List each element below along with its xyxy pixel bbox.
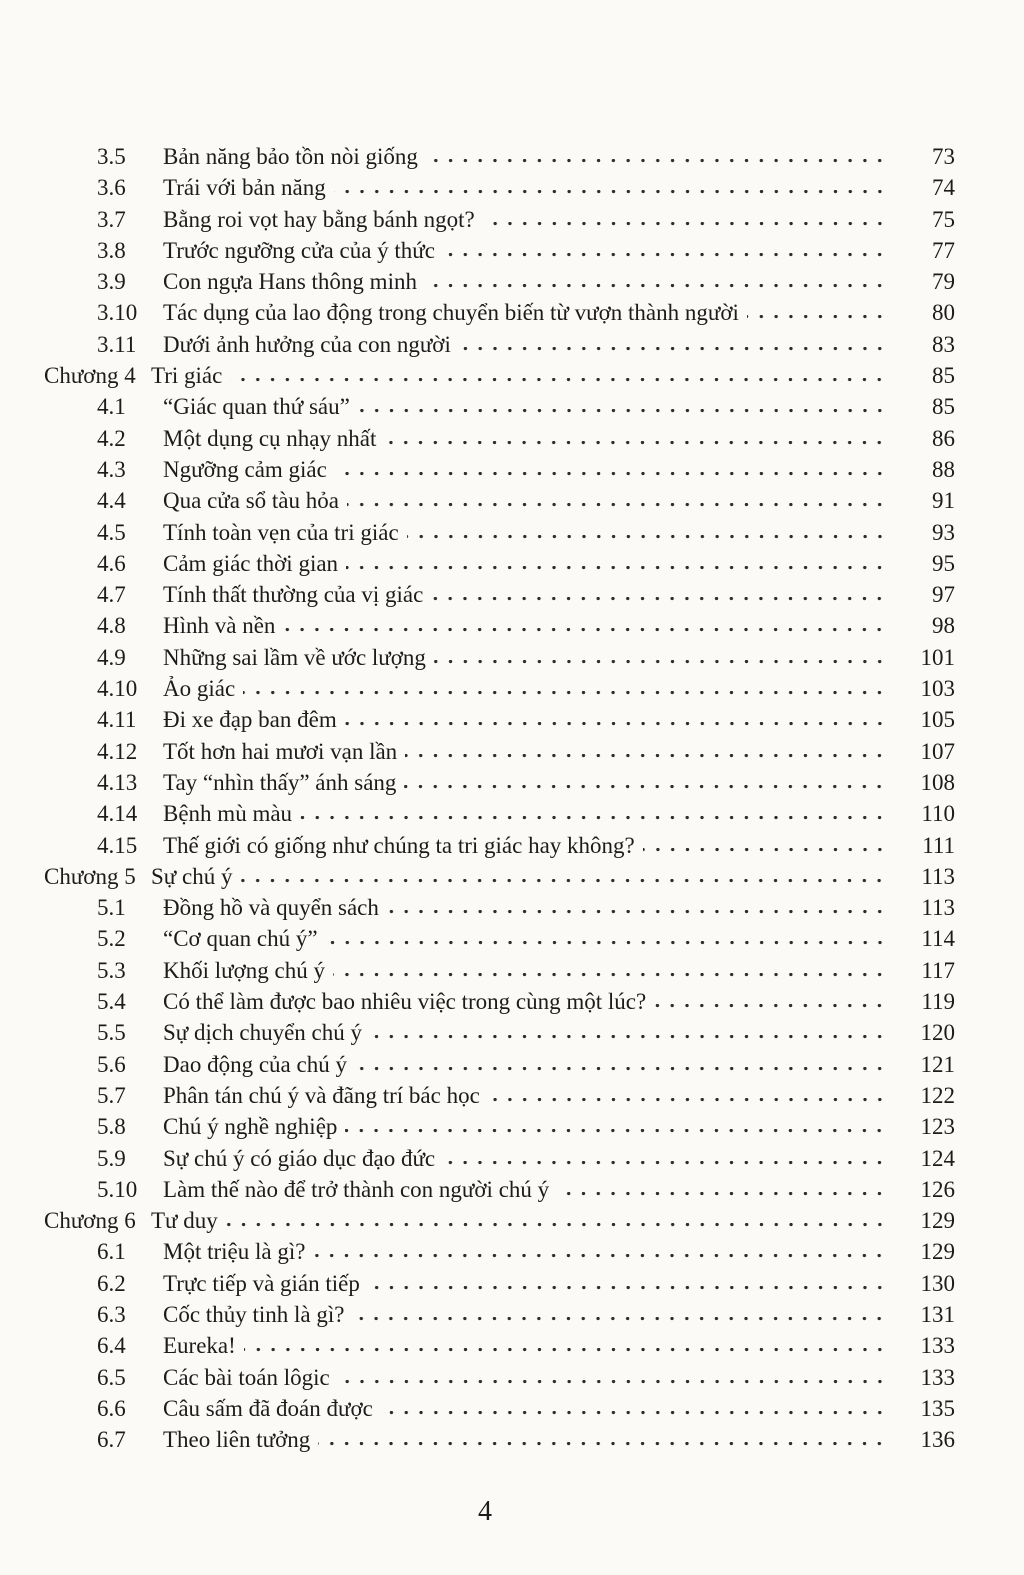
entry-page: 131 (920, 1301, 955, 1327)
entry-page: 98 (932, 613, 955, 639)
toc-section-row (44, 204, 955, 235)
toc-section-row (44, 1143, 955, 1174)
entry-page: 122 (920, 1082, 955, 1108)
entry-page: 95 (932, 550, 955, 576)
toc-section-row (44, 235, 955, 266)
entry-number: 5.10 (97, 1176, 138, 1202)
entry-title: Tính thất thường của vị giác (163, 582, 424, 608)
entry-title: Tư duy (151, 1208, 218, 1234)
entry-title: Khối lượng chú ý (163, 957, 325, 983)
entry-page: 97 (932, 582, 955, 608)
entry-title: Theo liên tưởng (163, 1427, 311, 1453)
entry-title: Sự chú ý có giáo dục đạo đức (163, 1145, 436, 1171)
entry-page: 119 (921, 989, 955, 1015)
dot-leader (434, 660, 891, 665)
entry-number: Chương 6 (44, 1208, 136, 1234)
entry-title: Các bài toán lôgic (163, 1364, 330, 1390)
dot-leader (243, 691, 891, 696)
entry-number: 5.3 (97, 957, 126, 983)
entry-number: 6.4 (97, 1333, 126, 1359)
entry-title: Chú ý nghề nghiệp (163, 1114, 338, 1140)
toc-section-row (44, 1236, 955, 1267)
entry-page: 113 (921, 895, 955, 921)
entry-title: Ảo giác (163, 676, 236, 702)
entry-number: 4.11 (97, 707, 137, 733)
dot-leader (283, 628, 891, 633)
toc-section-row (44, 642, 955, 673)
entry-page: 74 (932, 175, 955, 201)
entry-page: 80 (932, 300, 955, 326)
entry-page: 120 (920, 1020, 955, 1046)
toc-section-row (44, 548, 955, 579)
toc-section-row (44, 1049, 955, 1080)
entry-title: “Cơ quan chú ý” (163, 926, 318, 952)
entry-number: 6.3 (97, 1301, 126, 1327)
toc-list (44, 141, 955, 1455)
toc-section-row (44, 579, 955, 610)
toc-section-row (44, 892, 955, 923)
entry-title: Trái với bản năng (163, 175, 326, 201)
entry-title: Ngưỡng cảm giác (163, 456, 327, 482)
entry-number: 5.1 (97, 895, 126, 921)
entry-page: 110 (921, 801, 955, 827)
entry-page: 114 (921, 926, 955, 952)
toc-section-row (44, 1362, 955, 1393)
entry-page: 126 (920, 1176, 955, 1202)
entry-page: 79 (932, 269, 955, 295)
toc-section-row (44, 266, 955, 297)
entry-number: 3.9 (97, 269, 126, 295)
entry-title: Dao động của chú ý (163, 1051, 347, 1077)
dot-leader (358, 409, 891, 414)
toc-section-row (44, 1174, 955, 1205)
entry-title: Sự dịch chuyển chú ý (163, 1020, 362, 1046)
entry-number: 5.7 (97, 1082, 126, 1108)
entry-page: 77 (932, 237, 955, 263)
entry-number: 3.8 (97, 237, 126, 263)
dot-leader (345, 722, 891, 727)
entry-number: 5.9 (97, 1145, 126, 1171)
dot-leader (483, 222, 891, 227)
dot-leader (244, 1348, 891, 1353)
entry-title: Hình và nền (163, 613, 276, 639)
toc-section-row (44, 955, 955, 986)
entry-number: Chương 5 (44, 863, 136, 889)
dot-leader (347, 503, 891, 508)
entry-number: 3.6 (97, 175, 126, 201)
entry-page: 85 (932, 363, 955, 389)
toc-section-row (44, 1393, 955, 1424)
dot-leader (338, 1380, 891, 1385)
dot-leader (318, 1442, 891, 1447)
entry-number: 3.7 (97, 206, 126, 232)
toc-section-row (44, 172, 955, 203)
entry-page: 111 (922, 832, 955, 858)
dot-leader (313, 1254, 891, 1259)
toc-section-row (44, 736, 955, 767)
entry-title: Câu sấm đã đoán được (163, 1395, 373, 1421)
entry-number: 4.2 (97, 425, 126, 451)
entry-title: Cảm giác thời gian (163, 550, 339, 576)
entry-number: 5.8 (97, 1114, 126, 1140)
toc-section-row (44, 423, 955, 454)
toc-chapter-row (44, 1205, 955, 1236)
toc-section-row (44, 798, 955, 829)
toc-section-row (44, 1299, 955, 1330)
entry-title: Bằng roi vọt hay bằng bánh ngọt? (163, 206, 475, 232)
toc-section-row (44, 1111, 955, 1142)
entry-number: 5.4 (97, 989, 126, 1015)
toc-section-row (44, 1330, 955, 1361)
entry-page: 93 (932, 519, 955, 545)
dot-leader (557, 1192, 891, 1197)
dot-leader (747, 315, 891, 320)
toc-section-row (44, 704, 955, 735)
entry-number: 4.3 (97, 456, 126, 482)
entry-number: 4.7 (97, 582, 126, 608)
toc-section-row (44, 986, 955, 1017)
entry-title: Tay “nhìn thấy” ánh sáng (163, 769, 397, 795)
entry-page: 117 (921, 957, 955, 983)
entry-number: 4.13 (97, 769, 138, 795)
entry-number: 6.5 (97, 1364, 126, 1390)
entry-page: 121 (920, 1051, 955, 1077)
entry-title: Tri giác (151, 363, 223, 389)
dot-leader (404, 785, 891, 790)
dot-leader (407, 535, 891, 540)
entry-page: 133 (920, 1364, 955, 1390)
entry-title: Trực tiếp và gián tiếp (163, 1270, 360, 1296)
entry-number: 4.6 (97, 550, 126, 576)
dot-leader (405, 754, 891, 759)
dot-leader (326, 941, 891, 946)
entry-title: Qua cửa sổ tàu hỏa (163, 488, 339, 514)
dot-leader (345, 1129, 891, 1134)
entry-page: 85 (932, 394, 955, 420)
entry-title: Con ngựa Hans thông minh (163, 269, 417, 295)
entry-title: Một triệu là gì? (163, 1239, 306, 1265)
toc-section-row (44, 517, 955, 548)
toc-section-row (44, 923, 955, 954)
entry-page: 103 (920, 676, 955, 702)
dot-leader (240, 879, 891, 884)
entry-number: 4.1 (97, 394, 126, 420)
entry-page: 108 (920, 769, 955, 795)
entry-number: 6.7 (97, 1427, 126, 1453)
dot-leader (426, 159, 891, 164)
toc-chapter-row (44, 861, 955, 892)
entry-number: 4.14 (97, 801, 138, 827)
entry-title: Trước ngưỡng cửa của ý thức (163, 237, 435, 263)
dot-leader (333, 973, 891, 978)
entry-number: 4.15 (97, 832, 138, 858)
entry-page: 124 (920, 1145, 955, 1171)
entry-page: 88 (932, 456, 955, 482)
entry-number: 4.8 (97, 613, 126, 639)
dot-leader (346, 566, 891, 571)
entry-page: 129 (920, 1208, 955, 1234)
dot-leader (230, 378, 891, 383)
entry-page: 101 (920, 644, 955, 670)
entry-number: 5.5 (97, 1020, 126, 1046)
entry-page: 73 (932, 144, 955, 169)
dot-leader (488, 1098, 891, 1103)
dot-leader (334, 190, 891, 195)
entry-number: 6.1 (97, 1239, 126, 1265)
entry-page: 91 (932, 488, 955, 514)
entry-title: Bản năng bảo tồn nòi giống (163, 144, 418, 169)
dot-leader (459, 347, 891, 352)
toc-section-row (44, 610, 955, 641)
entry-number: 4.12 (97, 738, 138, 764)
toc-section-row (44, 767, 955, 798)
toc-section-row (44, 1080, 955, 1111)
dot-leader (352, 1317, 891, 1322)
entry-number: 4.10 (97, 676, 138, 702)
entry-number: 4.4 (97, 488, 126, 514)
dot-leader (370, 1035, 891, 1040)
entry-page: 86 (932, 425, 955, 451)
entry-title: Phân tán chú ý và đãng trí bác học (163, 1082, 480, 1108)
toc-chapter-row (44, 360, 955, 391)
entry-title: Một dụng cụ nhạy nhất (163, 425, 377, 451)
entry-page: 123 (920, 1114, 955, 1140)
entry-page: 130 (920, 1270, 955, 1296)
toc-section-row (44, 1424, 955, 1455)
entry-number: 4.5 (97, 519, 126, 545)
entry-page: 107 (920, 738, 955, 764)
dot-leader (654, 1004, 891, 1009)
dot-leader (425, 284, 891, 289)
entry-title: Tính toàn vẹn của tri giác (163, 519, 399, 545)
toc-section-row (44, 673, 955, 704)
entry-number: 5.6 (97, 1051, 126, 1077)
toc-section-row (44, 391, 955, 422)
entry-title: Dưới ảnh hưởng của con người (163, 331, 451, 357)
dot-leader (431, 597, 891, 602)
dot-leader (381, 1411, 891, 1416)
dot-leader (368, 1286, 891, 1291)
entry-page: 113 (921, 863, 955, 889)
toc-section-row (44, 1268, 955, 1299)
entry-page: 133 (920, 1333, 955, 1359)
entry-number: Chương 4 (44, 363, 136, 389)
entry-title: Tác dụng của lao động trong chuyển biến từ vượn thành người (163, 300, 739, 326)
entry-number: 6.6 (97, 1395, 126, 1421)
toc-section-row (44, 1017, 955, 1048)
entry-number: 3.11 (97, 331, 137, 357)
dot-leader (335, 472, 891, 477)
entry-title: Cốc thủy tinh là gì? (163, 1301, 345, 1327)
entry-page: 129 (920, 1239, 955, 1265)
dot-leader (443, 1161, 891, 1166)
entry-page: 83 (932, 331, 955, 357)
entry-number: 6.2 (97, 1270, 126, 1296)
toc-section-row (44, 297, 955, 328)
entry-title: Những sai lầm về ước lượng (163, 644, 426, 670)
dot-leader (443, 253, 891, 258)
dot-leader (643, 848, 891, 853)
entry-title: “Giác quan thứ sáu” (163, 394, 350, 420)
toc-section-row (44, 329, 955, 360)
dot-leader (355, 1067, 891, 1072)
entry-title: Đi xe đạp ban đêm (163, 707, 337, 733)
page-footer-number: 4 (478, 1496, 492, 1527)
entry-title: Sự chú ý (151, 863, 233, 889)
dot-leader (384, 441, 891, 446)
entry-number: 4.9 (97, 644, 126, 670)
toc-section-row (44, 454, 955, 485)
entry-title: Thế giới có giống như chúng ta tri giác hay không? (163, 832, 635, 858)
entry-number: 3.10 (97, 300, 138, 326)
entry-page: 75 (932, 206, 955, 232)
dot-leader (226, 1223, 891, 1228)
entry-page: 105 (920, 707, 955, 733)
entry-number: 3.5 (97, 144, 126, 169)
entry-page: 136 (920, 1427, 955, 1453)
toc-section-row (44, 830, 955, 861)
toc-section-row (44, 141, 955, 172)
entry-title: Đồng hồ và quyển sách (163, 895, 379, 921)
entry-title: Tốt hơn hai mươi vạn lần (163, 738, 398, 764)
toc-section-row (44, 485, 955, 516)
entry-title: Có thể làm được bao nhiêu việc trong cùng một lúc? (163, 989, 647, 1015)
entry-title: Làm thế nào để trở thành con người chú ý (163, 1176, 550, 1202)
entry-page: 135 (920, 1395, 955, 1421)
entry-number: 5.2 (97, 926, 126, 952)
dot-leader (387, 910, 891, 915)
dot-leader (300, 816, 891, 821)
entry-title: Eureka! (163, 1333, 236, 1359)
entry-title: Bệnh mù màu (163, 801, 293, 827)
